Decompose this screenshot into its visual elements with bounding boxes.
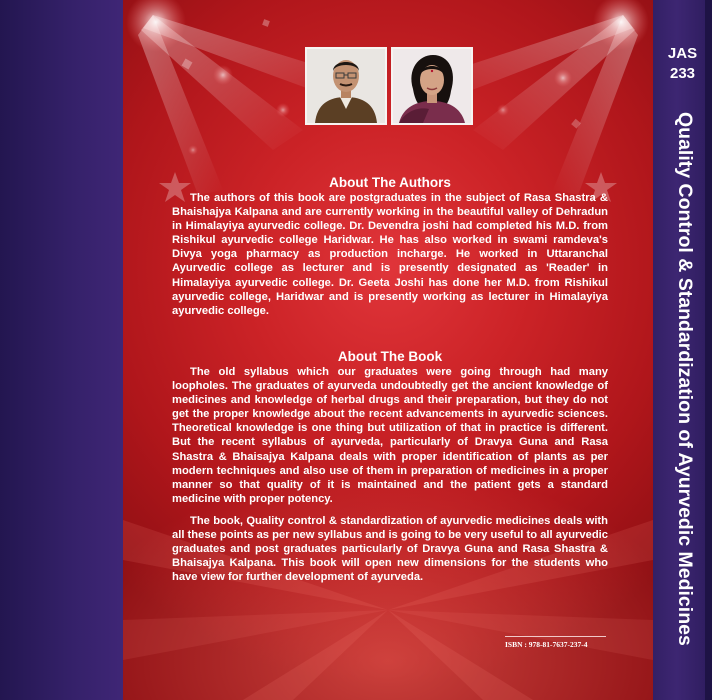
spine-title: Quality Control & Standardization of Ayurvedic Medicines (674, 112, 696, 646)
book-spine (653, 0, 712, 700)
about-authors-paragraph: The authors of this book are postgraduates in the subject of Rasa Shastra & Bhaishajya Kalpana and are currently working in the beautiful valley of Dehradun in Himalayiya ayurvedic college. Dr. Devendra joshi had completed his M.D. from Rishikul ayurvedic college Haridwar. He has also worked in swami ramdeva's Divya yoga pharmacy as production incharge. He worked in Uttaranchal Ayurvedic college as lecturer and is presently designated as 'Reader' in Himalayiya ayurvedic college. Dr. Geeta Joshi has done her M.D. from Rishikul ayurvedic college, Haridwar and is presently working as lecturer in Himalayiya ayurvedic college. (172, 192, 608, 317)
author-photo-devendra-joshi (307, 49, 385, 123)
isbn-number: ISBN : 978-81-7637-237-4 (505, 640, 588, 649)
isbn-divider (505, 636, 606, 637)
spine-edge (705, 0, 712, 700)
spine-code-line2: 233 (669, 65, 696, 82)
about-book-paragraph-2: The book, Quality control & standardization of ayurvedic medicines deals with all these points as per new syllabus and is going to be very useful to all ayurvedic graduates and post graduates particularly of Dravya Guna and Rasa Shastra & Bhaisajya Kalpana. This book will open new dimensions for the students who have view for further development of ayurveda. (172, 514, 608, 584)
about-book-heading: About The Book (337, 349, 443, 364)
spine-catalog-code (653, 44, 712, 84)
about-authors-section (172, 175, 608, 318)
spine-code-line1: JAS (667, 45, 698, 62)
about-authors-heading: About The Authors (329, 175, 451, 190)
about-book-section (172, 349, 608, 584)
author-photo-geeta-joshi (393, 49, 471, 123)
left-flap-band (0, 0, 123, 700)
author-portrait-male (307, 49, 385, 123)
author-portrait-female (393, 49, 471, 123)
about-book-paragraph-1: The old syllabus which our graduates were going through had many loopholes. The graduates of ayurveda undoubtedly get the ancient knowledge of medicines and knowledge of herbal drugs and their preparation, but they do not get the proper knowledge about the recent advancements in ayurvedic sciences. Theoretical knowledge is one thing but utilization of that in practice is different. But the recent syllabus of ayurveda, particularly of Dravya Guna and Rasa Shastra & Bhaisajya Kalpana deals with proper identification of plants as per modern techniques and also use of them in preparation of medicines in a proper manner so that quality of it is maintained and the patient gets a standard medicine with proper potency. (172, 366, 608, 505)
